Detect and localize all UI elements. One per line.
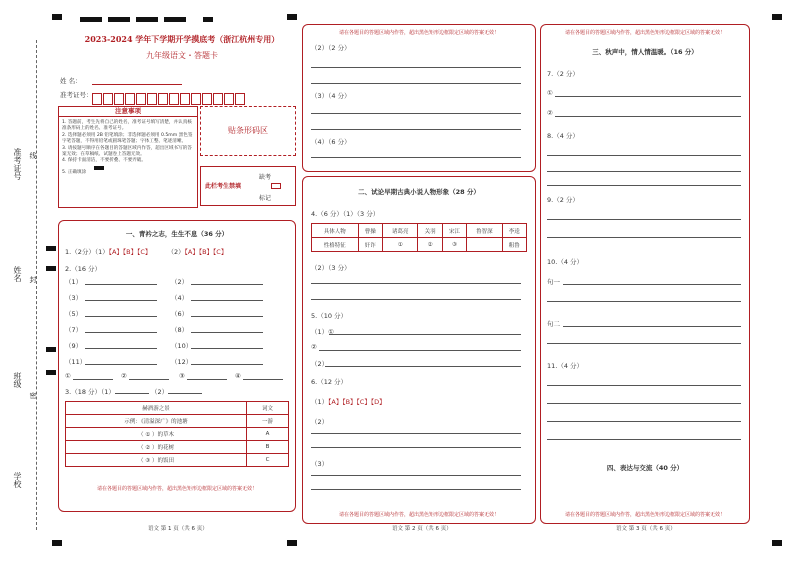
answer-line[interactable] — [547, 385, 741, 386]
answer-line[interactable] — [547, 237, 741, 238]
table-cell: 性格特征 — [312, 238, 359, 252]
column-note: 请在各题目的答题区域内作答，超出黑色矩形边框限定区域的答案无效！ — [564, 512, 725, 518]
answer-line[interactable] — [311, 433, 521, 434]
answer-line[interactable] — [187, 379, 227, 380]
side-label-seal: 封 — [29, 276, 37, 283]
question-label: （2）（3 分） — [311, 264, 351, 272]
column-note: 请在各题目的答题区域内作答，超出黑色矩形边框限定区域的答案无效！ — [96, 486, 257, 492]
answer-line[interactable] — [129, 379, 169, 380]
table-header: 关羽 — [418, 224, 442, 238]
filled-sample — [94, 166, 104, 170]
question-10: 10.（4 分） — [547, 258, 584, 266]
question-label: （3） — [311, 460, 329, 468]
registration-mark — [136, 17, 158, 22]
column-2-bottom — [302, 176, 536, 524]
answer-line[interactable] — [311, 475, 521, 476]
answer-line[interactable] — [243, 379, 283, 380]
table-cell: 粗鲁 — [502, 238, 526, 252]
ticket-label: 准考证号： — [60, 91, 93, 99]
registration-mark — [203, 17, 213, 22]
answer-line[interactable] — [555, 116, 741, 117]
answer-item-label: （11） — [65, 358, 87, 366]
table-cell — [467, 238, 502, 252]
answer-line[interactable] — [311, 113, 521, 114]
registration-mark — [46, 266, 56, 271]
section-1-box — [58, 220, 296, 512]
table-header: 具体人物 — [312, 224, 359, 238]
ticket-number-boxes[interactable] — [92, 88, 246, 107]
binding-line — [36, 40, 37, 530]
registration-mark — [108, 17, 130, 22]
registration-mark — [772, 14, 782, 20]
question-label: （1）① — [311, 328, 334, 336]
notes-item: 5. 正确填涂 — [62, 169, 87, 175]
side-label-dense: 密 — [29, 392, 37, 399]
table-header: 曹操 — [358, 224, 382, 238]
answer-line[interactable] — [85, 348, 157, 349]
table-cell: C — [247, 454, 289, 467]
answer-item-label: （4） — [171, 294, 189, 302]
notes-title: 注意事项 — [59, 107, 197, 117]
page-title: 2023-2024 学年下学期开学摸底考（浙江杭州专用） — [84, 34, 280, 44]
question-1: 1.（2分）（1）【A】【B】【C】 （2）【A】【B】【C】 — [65, 248, 228, 256]
answer-line[interactable] — [319, 350, 521, 351]
answer-item-label: （1） — [65, 278, 83, 286]
answer-line[interactable] — [555, 96, 741, 97]
registration-mark — [46, 370, 56, 375]
question-label: （3）（4 分） — [311, 92, 351, 100]
answer-line[interactable] — [311, 489, 521, 490]
answer-item-label: （8） — [171, 326, 189, 334]
table-cell[interactable]: ① — [382, 238, 417, 252]
question-5: 5.（10 分） — [311, 312, 348, 320]
question-8: 8.（4 分） — [547, 132, 579, 140]
question-label: （2） — [311, 360, 329, 368]
notes-item: 4. 保持卡面清洁，不要折叠、不要弄破。 — [62, 158, 146, 164]
answer-line[interactable] — [85, 364, 157, 365]
answer-item-label: （6） — [171, 310, 189, 318]
answer-line[interactable] — [191, 300, 263, 301]
table-cell[interactable]: （ ② ）的花树 — [66, 441, 247, 454]
answer-line[interactable] — [547, 421, 741, 422]
answer-line[interactable] — [547, 219, 741, 220]
answer-line[interactable] — [311, 447, 521, 448]
table-header: 宋江 — [442, 224, 466, 238]
question-label: （4）（6 分） — [311, 138, 351, 146]
column-note: 请在各题目的答题区域内作答，超出黑色矩形边框限定区域的答案无效！ — [564, 30, 725, 36]
side-label-name: 姓名 — [13, 266, 22, 282]
column-2-top — [302, 24, 536, 172]
answer-line[interactable] — [85, 300, 157, 301]
column-3 — [540, 24, 750, 524]
table-cell: B — [247, 441, 289, 454]
question-2: 2.（16 分） — [65, 265, 102, 273]
missing-checkbox[interactable] — [271, 183, 281, 189]
missing-label-2: 标记 — [259, 195, 272, 202]
answer-line[interactable] — [311, 129, 521, 130]
table-cell[interactable]: ② — [418, 238, 442, 252]
registration-mark — [52, 14, 62, 20]
page-footer: 语文 第 1 页（共 6 页） — [148, 526, 208, 532]
answer-item-2: ② — [121, 372, 127, 380]
table-cell: 奸诈 — [358, 238, 382, 252]
missing-box — [200, 166, 296, 206]
section-title: 三、秋声中，情人情温暖。（16 分） — [592, 48, 698, 56]
answer-line[interactable] — [191, 316, 263, 317]
side-label-ticket: 准考证号 — [13, 148, 22, 180]
answer-line[interactable] — [547, 343, 741, 344]
missing-label-1: 缺考 — [259, 174, 272, 181]
page-footer: 语文 第 2 页（共 6 页） — [392, 526, 452, 532]
table-cell: A — [247, 428, 289, 441]
answer-item-1: ① — [65, 372, 71, 380]
answer-item-4: ④ — [235, 372, 241, 380]
answer-line[interactable] — [191, 348, 263, 349]
question-label: （2） — [311, 418, 329, 426]
section-title: 二、试论早期古典小说人物形象（28 分） — [358, 188, 480, 196]
answer-item-label: （7） — [65, 326, 83, 334]
table-header: 诸葛亮 — [382, 224, 417, 238]
registration-mark — [46, 246, 56, 251]
notes-box — [58, 106, 198, 208]
answer-item-label: （3） — [65, 294, 83, 302]
answer-item-label: （9） — [65, 342, 83, 350]
question-label: ② — [547, 109, 553, 117]
answer-item-label: （5） — [65, 310, 83, 318]
answer-line[interactable] — [547, 171, 741, 172]
table-cell[interactable]: ③ — [442, 238, 466, 252]
answer-line[interactable] — [73, 379, 113, 380]
answer-item-label: （12） — [171, 358, 193, 366]
side-label-school: 学校 — [13, 472, 22, 488]
table-cell[interactable]: （ ③ ）的饭田 — [66, 454, 247, 467]
section-title: 四、表达与交流（40 分） — [606, 464, 684, 472]
answer-line[interactable] — [547, 403, 741, 404]
registration-mark — [80, 17, 102, 22]
answer-line[interactable] — [85, 332, 157, 333]
table-cell: 示例：《清溢深广》的池塘 — [66, 415, 247, 428]
question-label: ① — [547, 89, 553, 97]
question-3: 3.（18 分）（1） （2） — [65, 387, 202, 396]
table-header: 词文 — [247, 402, 289, 415]
answer-line[interactable] — [325, 366, 521, 367]
character-table — [311, 223, 527, 252]
question-label: ② — [311, 343, 317, 351]
answer-line[interactable] — [311, 283, 521, 284]
table-cell[interactable]: （ ① ）的草木 — [66, 428, 247, 441]
question-7: 7.（2 分） — [547, 70, 579, 78]
registration-mark — [287, 14, 297, 20]
page-subtitle: 九年级语文・答题卡 — [146, 51, 218, 60]
answer-line[interactable] — [547, 301, 741, 302]
answer-line[interactable] — [191, 332, 263, 333]
answer-line[interactable] — [311, 67, 521, 68]
question-6: 6.（12 分） — [311, 378, 348, 386]
registration-mark — [52, 540, 62, 546]
missing-label: 此栏考生禁填 — [205, 183, 242, 190]
answer-line[interactable] — [191, 364, 263, 365]
answer-line[interactable] — [311, 157, 521, 158]
choice-options[interactable]: 【A】【B】【C】【D】 — [328, 398, 386, 406]
table-cell: 一游 — [247, 415, 289, 428]
name-label: 姓 名： — [60, 77, 82, 85]
question-label: （2）（2 分） — [311, 44, 351, 52]
answer-line[interactable] — [311, 83, 521, 84]
table-header: 李逵 — [502, 224, 526, 238]
page-footer: 语文 第 3 页（共 6 页） — [616, 526, 676, 532]
column-note: 请在各题目的答题区域内作答，超出黑色矩形边框限定区域的答案无效！ — [338, 512, 499, 518]
question-label: （1）【A】【B】【C】【D】 — [311, 398, 386, 406]
question-11: 11.（4 分） — [547, 362, 584, 370]
table-header: 赫酒游之景 — [66, 402, 247, 415]
answer-line[interactable] — [329, 334, 521, 335]
choice-options[interactable]: 【A】【B】【C】 — [108, 248, 152, 256]
answer-line[interactable] — [85, 316, 157, 317]
answer-line[interactable] — [547, 155, 741, 156]
answer-item-label: （2） — [171, 278, 189, 286]
column-note: 请在各题目的答题区域内作答，超出黑色矩形边框限定区域的答案无效！ — [338, 30, 499, 36]
answer-line[interactable] — [547, 439, 741, 440]
answer-line[interactable] — [563, 326, 741, 327]
question-9: 9.（2 分） — [547, 196, 579, 204]
registration-mark — [772, 540, 782, 546]
registration-mark — [287, 540, 297, 546]
scenery-table — [65, 401, 289, 467]
answer-item-label: （10） — [171, 342, 193, 350]
notes-item: 1. 答题前，考生先将自己的姓名，准考证号填写清楚，并认真核准条形码上的姓名、准考证号。 — [62, 120, 192, 132]
notes-item: 3. 请按题号顺序在各题目的答题区域内作答，超出区域书写的答案无效；在草稿纸、试题卷上答题无效。 — [62, 145, 192, 158]
side-label-line: 线 — [29, 152, 37, 159]
table-header: 鲁智深 — [467, 224, 502, 238]
answer-item-3: ③ — [179, 372, 185, 380]
name-field[interactable] — [92, 84, 182, 85]
section-title: 一、青衿之志，生生不息（36 分） — [125, 230, 229, 238]
registration-mark — [46, 347, 56, 352]
answer-line[interactable] — [311, 299, 521, 300]
question-label: 句二 — [547, 320, 560, 328]
answer-line[interactable] — [547, 185, 741, 186]
barcode-area: 贴条形码区 — [200, 106, 296, 156]
answer-line[interactable] — [191, 284, 263, 285]
notes-item: 2. 选择题必须用 2B 铅笔填涂；非选择题必须用 0.5mm 黑色签字笔答题，不得用铅笔或圆珠笔答题；字体工整、笔迹清晰。 — [62, 132, 193, 145]
choice-options[interactable]: 【A】【B】【C】 — [184, 248, 228, 256]
answer-line[interactable] — [563, 284, 741, 285]
registration-mark — [164, 17, 186, 22]
side-label-class: 班级 — [13, 372, 22, 388]
question-4: 4.（6 分）（1）（3 分） — [311, 210, 380, 218]
answer-line[interactable] — [85, 284, 157, 285]
question-label: 句一 — [547, 278, 560, 286]
